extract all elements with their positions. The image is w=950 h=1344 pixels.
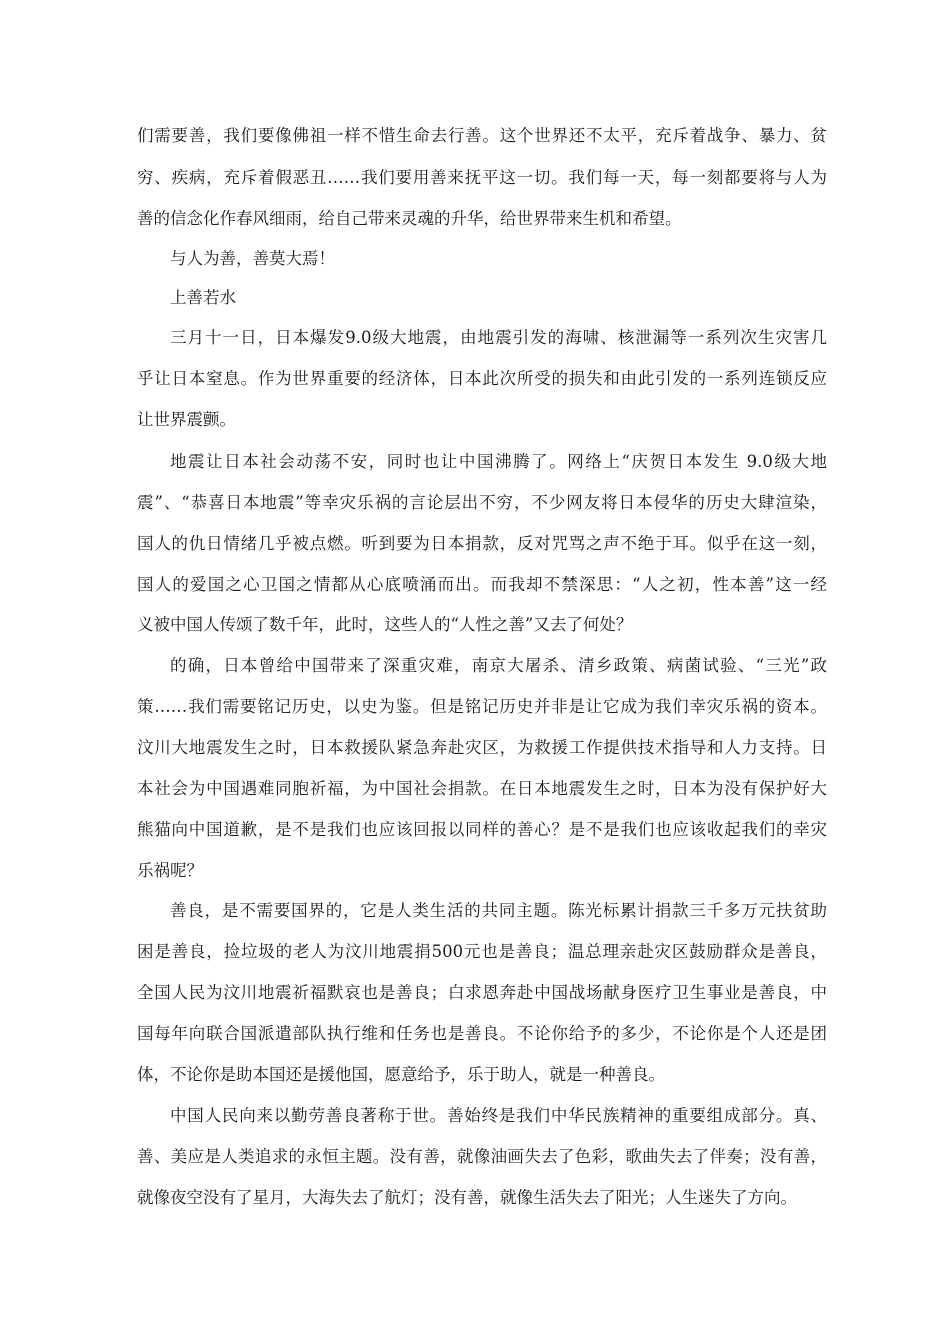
text-line: 的确，日本曾给中国带来了深重灾难，南京大屠杀、清乡政策、病菌试验、“三光”政 [170, 656, 827, 675]
text-line: 困是善良，捡垃圾的老人为汶川地震捐500元也是善良；温总理亲赴灾区鼓励群众是善良， [137, 942, 827, 961]
text-line: 们需要善，我们要像佛祖一样不惜生命去行善。这个世界还不太平，充斥着战争、暴力、贫 [137, 126, 827, 145]
text-line: 国人的仇日情绪几乎被点燃。听到要为日本捐款，反对咒骂之声不绝于耳。似乎在这一刻， [137, 534, 827, 553]
text-line: 善、美应是人类追求的永恒主题。没有善，就像油画失去了色彩，歌曲失去了伴奏；没有善， [137, 1147, 827, 1166]
text-line: 汶川大地震发生之时，日本救援队紧急奔赴灾区，为救援工作提供技术指导和人力支持。日 [137, 738, 827, 757]
text-line: 国每年向联合国派遣部队执行维和任务也是善良。不论你给予的多少，不论你是个人还是团 [137, 1024, 827, 1043]
text-line: 与人为善，善莫大焉！ [170, 249, 335, 268]
text-line: 策……我们需要铭记历史，以史为鉴。但是铭记历史并非是让它成为我们幸灾乐祸的资本。 [137, 697, 827, 716]
text-line: 乐祸呢？ [137, 861, 203, 880]
text-line: 穷、疾病，充斥着假恶丑……我们要用善来抚平这一切。我们每一天，每一刻都要将与人为 [137, 168, 827, 187]
section-heading: 上善若水 [170, 288, 236, 307]
text-line: 让世界震颤。 [137, 410, 236, 429]
text-line: 震”、“恭喜日本地震”等幸灾乐祸的言论层出不穷，不少网友将日本侵华的历史大肆渲染， [137, 493, 827, 512]
text-line: 乎让日本窒息。作为世界重要的经济体，日本此次所受的损失和由此引发的一系列连锁反应 [137, 369, 827, 388]
text-line: 善的信念化作春风细雨，给自己带来灵魂的升华，给世界带来生机和希望。 [137, 209, 682, 228]
text-line: 熊猫向中国道歉，是不是我们也应该回报以同样的善心？是不是我们也应该收起我们的幸灾 [137, 820, 827, 839]
text-line: 就像夜空没有了星月，大海失去了航灯；没有善，就像生活失去了阳光；人生迷失了方向。 [137, 1188, 797, 1207]
text-line: 地震让日本社会动荡不安，同时也让中国沸腾了。网络上“庆贺日本发生 9.0级大地 [170, 452, 827, 471]
text-line: 国人的爱国之心卫国之情都从心底喷涌而出。而我却不禁深思：“人之初，性本善”这一经 [137, 575, 827, 594]
text-line: 义被中国人传颂了数千年，此时，这些人的“人性之善”又去了何处？ [137, 615, 633, 634]
text-line: 全国人民为汶川地震祈福默哀也是善良；白求恩奔赴中国战场献身医疗卫生事业是善良，中 [137, 983, 827, 1002]
text-line: 体，不论你是助本国还是援他国，愿意给予，乐于助人，就是一种善良。 [137, 1065, 665, 1084]
text-line: 三月十一日，日本爆发9.0级大地震，由地震引发的海啸、核泄漏等一系列次生灾害几 [170, 328, 827, 347]
text-line: 善良，是不需要国界的，它是人类生活的共同主题。陈光标累计捐款三千多万元扶贫助 [170, 901, 827, 920]
text-line: 本社会为中国遇难同胞祈福，为中国社会捐款。在日本地震发生之时，日本为没有保护好大 [137, 779, 827, 798]
text-line: 中国人民向来以勤劳善良著称于世。善始终是我们中华民族精神的重要组成部分。真、 [170, 1106, 827, 1125]
